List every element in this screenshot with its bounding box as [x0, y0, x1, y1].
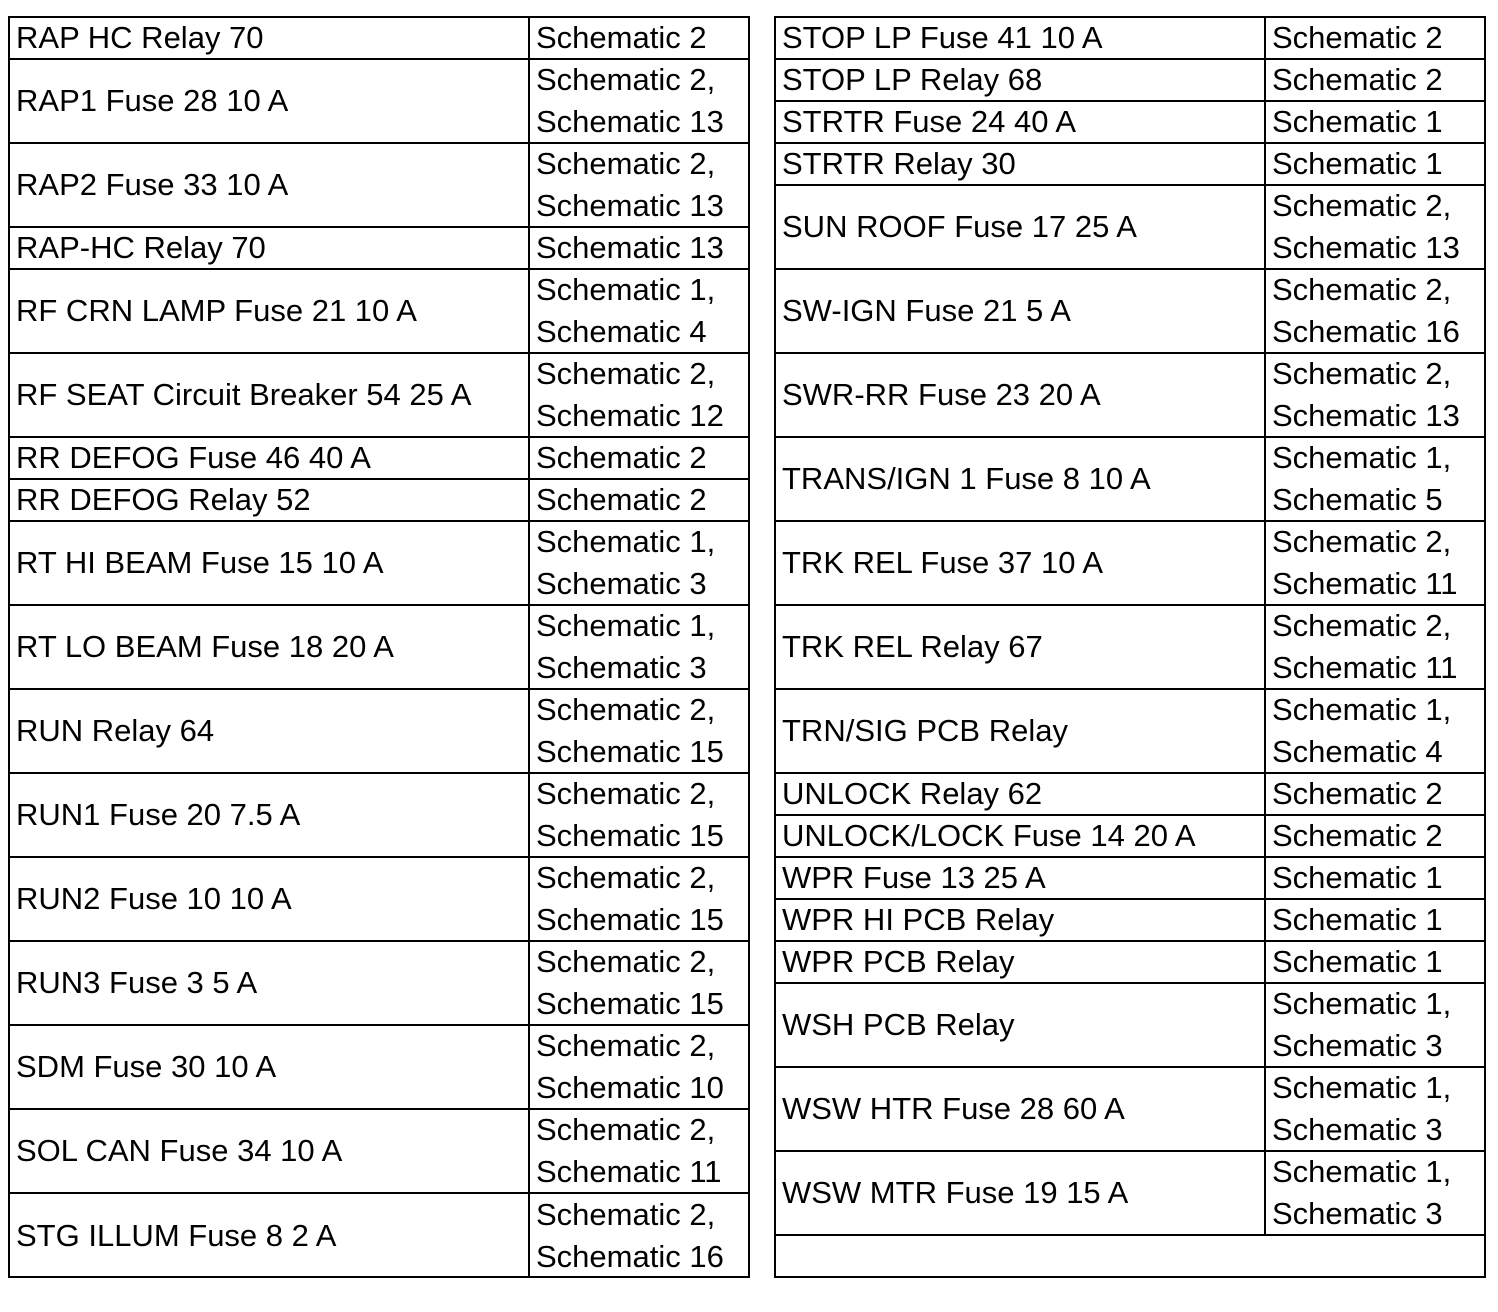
schematic-reference: Schematic 11 — [1272, 566, 1458, 601]
table-row — [10, 1194, 748, 1278]
table-row — [776, 690, 1484, 774]
schematic-reference-cell — [530, 1194, 748, 1278]
schematic-reference: Schematic 16 — [536, 1239, 724, 1274]
schematic-reference: Schematic 2 — [1272, 776, 1443, 811]
schematic-reference-cell — [530, 522, 748, 604]
schematic-reference: Schematic 2, — [536, 944, 716, 979]
table-row — [10, 774, 748, 858]
schematic-reference: Schematic 3 — [1272, 1196, 1443, 1231]
schematic-reference: Schematic 4 — [1272, 734, 1443, 769]
table-row — [10, 438, 748, 480]
component-name-cell: WSH PCB Relay — [776, 984, 1266, 1066]
schematic-reference: Schematic 13 — [536, 104, 724, 139]
table-row — [776, 438, 1484, 522]
schematic-reference: Schematic 2 — [536, 440, 707, 475]
schematic-reference-cell — [1266, 102, 1484, 142]
schematic-reference: Schematic 1, — [1272, 692, 1452, 727]
component-name-cell: RUN3 Fuse 3 5 A — [10, 942, 530, 1024]
schematic-reference: Schematic 3 — [1272, 1028, 1443, 1063]
schematic-reference: Schematic 1, — [1272, 440, 1452, 475]
schematic-reference-cell — [1266, 690, 1484, 772]
schematic-reference-cell — [530, 1026, 748, 1108]
schematic-reference-cell — [1266, 144, 1484, 184]
table-row — [10, 60, 748, 144]
table-row — [10, 480, 748, 522]
table-row — [776, 984, 1484, 1068]
schematic-reference-cell — [530, 438, 748, 478]
schematic-reference-cell — [530, 1110, 748, 1192]
component-name-cell: RUN2 Fuse 10 10 A — [10, 858, 530, 940]
component-name-cell: WPR HI PCB Relay — [776, 900, 1266, 940]
component-index-table — [8, 16, 1486, 1278]
schematic-reference: Schematic 12 — [536, 398, 724, 433]
component-name-cell: STRTR Fuse 24 40 A — [776, 102, 1266, 142]
schematic-reference: Schematic 16 — [1272, 314, 1460, 349]
schematic-reference: Schematic 1, — [536, 524, 716, 559]
schematic-reference: Schematic 2, — [536, 692, 716, 727]
schematic-reference-cell — [1266, 438, 1484, 520]
table-row — [10, 228, 748, 270]
component-name-cell: WSW MTR Fuse 19 15 A — [776, 1152, 1266, 1234]
schematic-reference: Schematic 15 — [536, 818, 724, 853]
schematic-reference: Schematic 2, — [536, 146, 716, 181]
schematic-reference-cell — [1266, 606, 1484, 688]
schematic-reference-cell — [530, 858, 748, 940]
schematic-reference: Schematic 1, — [536, 608, 716, 643]
schematic-reference: Schematic 3 — [536, 650, 707, 685]
schematic-reference-cell — [530, 354, 748, 436]
schematic-reference-cell — [530, 144, 748, 226]
table-row — [776, 816, 1484, 858]
schematic-reference: Schematic 1 — [1272, 944, 1443, 979]
schematic-reference: Schematic 2, — [536, 1112, 716, 1147]
component-name-cell: TRN/SIG PCB Relay — [776, 690, 1266, 772]
table-row — [10, 270, 748, 354]
component-name-cell: TRK REL Fuse 37 10 A — [776, 522, 1266, 604]
component-name-cell: UNLOCK Relay 62 — [776, 774, 1266, 814]
schematic-reference: Schematic 2, — [1272, 356, 1452, 391]
schematic-reference: Schematic 15 — [536, 986, 724, 1021]
schematic-reference: Schematic 11 — [1272, 650, 1458, 685]
component-name-cell: SW-IGN Fuse 21 5 A — [776, 270, 1266, 352]
table-row — [776, 354, 1484, 438]
schematic-reference: Schematic 1, — [1272, 1154, 1452, 1189]
table-row — [776, 102, 1484, 144]
schematic-reference: Schematic 2, — [1272, 272, 1452, 307]
schematic-reference: Schematic 2, — [536, 776, 716, 811]
schematic-reference: Schematic 4 — [536, 314, 707, 349]
schematic-reference: Schematic 2 — [536, 20, 707, 55]
component-name-cell: RAP1 Fuse 28 10 A — [10, 60, 530, 142]
table-row — [776, 60, 1484, 102]
schematic-reference: Schematic 1, — [536, 272, 716, 307]
table-row — [10, 606, 748, 690]
schematic-reference: Schematic 2, — [1272, 188, 1452, 223]
table-row — [776, 942, 1484, 984]
component-name-cell: RR DEFOG Relay 52 — [10, 480, 530, 520]
schematic-reference: Schematic 2 — [536, 482, 707, 517]
schematic-reference-cell — [530, 480, 748, 520]
table-row — [10, 354, 748, 438]
table-row — [776, 774, 1484, 816]
component-name-cell: TRANS/IGN 1 Fuse 8 10 A — [776, 438, 1266, 520]
table-row — [776, 606, 1484, 690]
table-row — [10, 18, 748, 60]
schematic-reference-cell — [1266, 18, 1484, 58]
table-row — [776, 522, 1484, 606]
schematic-reference-cell — [1266, 354, 1484, 436]
schematic-reference: Schematic 2 — [1272, 62, 1443, 97]
component-name-cell: SUN ROOF Fuse 17 25 A — [776, 186, 1266, 268]
schematic-reference: Schematic 13 — [1272, 230, 1460, 265]
table-row — [776, 900, 1484, 942]
schematic-reference-cell — [1266, 858, 1484, 898]
schematic-reference: Schematic 2, — [536, 1028, 716, 1063]
schematic-reference: Schematic 15 — [536, 902, 724, 937]
schematic-reference: Schematic 11 — [536, 1154, 722, 1189]
table-row — [776, 18, 1484, 60]
schematic-reference-cell — [530, 942, 748, 1024]
schematic-reference: Schematic 2, — [536, 356, 716, 391]
schematic-reference: Schematic 3 — [1272, 1112, 1443, 1147]
table-row — [776, 270, 1484, 354]
component-name-cell: UNLOCK/LOCK Fuse 14 20 A — [776, 816, 1266, 856]
schematic-reference-cell — [1266, 1068, 1484, 1150]
schematic-reference: Schematic 1 — [1272, 902, 1443, 937]
table-row — [10, 942, 748, 1026]
schematic-reference-cell — [1266, 1152, 1484, 1234]
schematic-reference-cell — [1266, 522, 1484, 604]
component-name-cell: RUN Relay 64 — [10, 690, 530, 772]
component-name-cell: SOL CAN Fuse 34 10 A — [10, 1110, 530, 1192]
schematic-reference-cell — [530, 774, 748, 856]
table-row — [10, 690, 748, 774]
component-name-cell: STOP LP Relay 68 — [776, 60, 1266, 100]
schematic-reference: Schematic 2, — [536, 62, 716, 97]
schematic-reference-cell — [530, 690, 748, 772]
schematic-reference: Schematic 1 — [1272, 146, 1443, 181]
component-name-cell: TRK REL Relay 67 — [776, 606, 1266, 688]
component-name-cell: RR DEFOG Fuse 46 40 A — [10, 438, 530, 478]
schematic-reference: Schematic 5 — [1272, 482, 1443, 517]
schematic-reference: Schematic 1 — [1272, 104, 1443, 139]
component-name-cell: SWR-RR Fuse 23 20 A — [776, 354, 1266, 436]
component-name-cell: WPR Fuse 13 25 A — [776, 858, 1266, 898]
table-row — [776, 144, 1484, 186]
table-row — [10, 1110, 748, 1194]
table-row — [776, 858, 1484, 900]
schematic-reference-cell — [530, 606, 748, 688]
component-name-cell: SDM Fuse 30 10 A — [10, 1026, 530, 1108]
schematic-reference: Schematic 2, — [1272, 524, 1452, 559]
component-name-cell: RAP HC Relay 70 — [10, 18, 530, 58]
schematic-reference: Schematic 1, — [1272, 1070, 1452, 1105]
schematic-reference-cell — [1266, 816, 1484, 856]
schematic-reference: Schematic 2, — [1272, 608, 1452, 643]
schematic-reference: Schematic 2 — [1272, 818, 1443, 853]
schematic-reference-cell — [1266, 942, 1484, 982]
component-name-cell: RT LO BEAM Fuse 18 20 A — [10, 606, 530, 688]
component-name-cell: WSW HTR Fuse 28 60 A — [776, 1068, 1266, 1150]
schematic-reference-cell — [1266, 774, 1484, 814]
schematic-reference: Schematic 2 — [1272, 20, 1443, 55]
table-row — [10, 144, 748, 228]
schematic-reference-cell — [530, 18, 748, 58]
table-row — [776, 1152, 1484, 1236]
schematic-reference-cell — [1266, 60, 1484, 100]
component-name-cell: RT HI BEAM Fuse 15 10 A — [10, 522, 530, 604]
table-row — [776, 186, 1484, 270]
component-name-cell: RAP-HC Relay 70 — [10, 228, 530, 268]
component-name-cell: RF SEAT Circuit Breaker 54 25 A — [10, 354, 530, 436]
schematic-reference: Schematic 13 — [1272, 398, 1460, 433]
component-name-cell: STG ILLUM Fuse 8 2 A — [10, 1194, 530, 1278]
component-name-cell: WPR PCB Relay — [776, 942, 1266, 982]
index-column-left — [8, 16, 750, 1278]
schematic-reference-cell — [530, 270, 748, 352]
schematic-reference-cell — [1266, 984, 1484, 1066]
index-column-right — [774, 16, 1486, 1278]
schematic-reference: Schematic 15 — [536, 734, 724, 769]
schematic-reference: Schematic 1, — [1272, 986, 1452, 1021]
schematic-reference-cell — [1266, 900, 1484, 940]
schematic-reference: Schematic 13 — [536, 188, 724, 223]
component-name-cell: RAP2 Fuse 33 10 A — [10, 144, 530, 226]
component-name-cell: RUN1 Fuse 20 7.5 A — [10, 774, 530, 856]
schematic-reference-cell — [1266, 270, 1484, 352]
table-row — [776, 1068, 1484, 1152]
schematic-reference: Schematic 13 — [536, 230, 724, 265]
schematic-reference-cell — [1266, 186, 1484, 268]
schematic-reference: Schematic 2, — [536, 1197, 716, 1232]
schematic-reference: Schematic 2, — [536, 860, 716, 895]
schematic-reference: Schematic 3 — [536, 566, 707, 601]
component-name-cell: RF CRN LAMP Fuse 21 10 A — [10, 270, 530, 352]
schematic-reference-cell — [530, 228, 748, 268]
schematic-reference-cell — [530, 60, 748, 142]
component-name-cell: STOP LP Fuse 41 10 A — [776, 18, 1266, 58]
table-row — [10, 1026, 748, 1110]
schematic-reference: Schematic 10 — [536, 1070, 724, 1105]
table-row — [10, 522, 748, 606]
component-name-cell: STRTR Relay 30 — [776, 144, 1266, 184]
table-row — [10, 858, 748, 942]
schematic-reference: Schematic 1 — [1272, 860, 1443, 895]
